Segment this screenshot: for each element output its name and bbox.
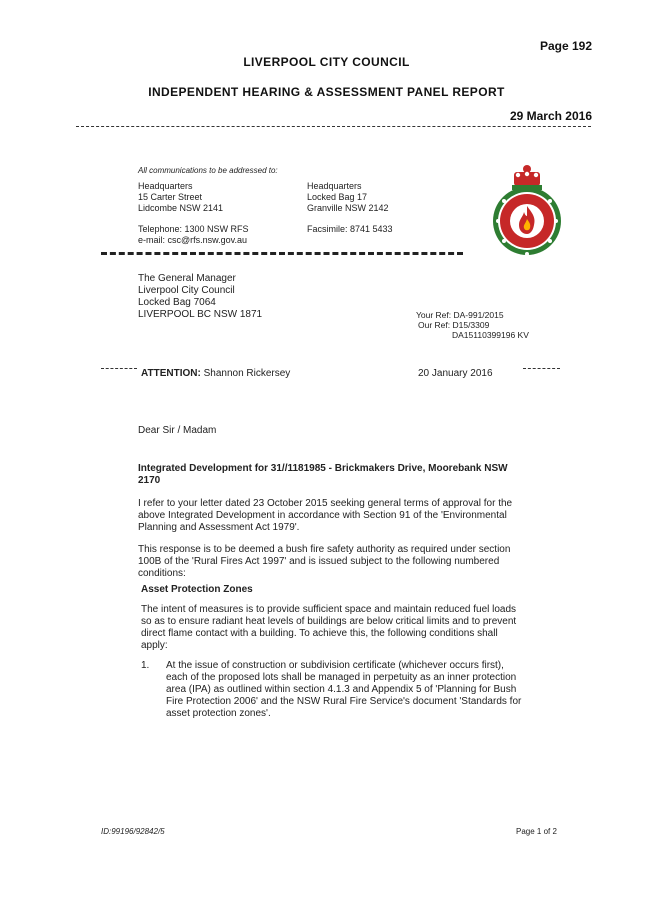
attention-line <box>141 368 290 379</box>
communications-note: All communications to be addressed to: <box>138 166 278 175</box>
our-ref-2: DA15110399196 KV <box>452 330 529 340</box>
header-divider <box>76 126 591 127</box>
address-line: Lidcombe NSW 2141 <box>138 203 224 213</box>
recipient-line: Locked Bag 7064 <box>138 297 216 308</box>
attention-name: Shannon Rickersey <box>203 368 291 379</box>
section-intro: The intent of measures is to provide sufficient space and maintain reduced fuel loads so as to ensure radiant heat levels of buildings are below critical limits and to prevent direct flame contact with a building. To achieve this, the following conditions shall apply: <box>141 604 517 651</box>
recipient-line: The General Manager <box>138 273 236 284</box>
crown-icon <box>512 165 542 190</box>
recipient-address <box>138 273 262 321</box>
rfs-logo-icon <box>484 161 570 257</box>
report-date: 29 March 2016 <box>509 109 592 123</box>
our-ref: Our Ref: D15/3309 <box>418 320 490 330</box>
your-ref: Your Ref: DA-991/2015 <box>416 310 504 320</box>
contact-details <box>138 224 249 246</box>
letter-subject: Integrated Development for 31//1181985 - Brickmakers Drive, Moorebank NSW 2170 <box>138 463 508 486</box>
item-number: 1. <box>141 660 150 671</box>
report-title: INDEPENDENT HEARING & ASSESSMENT PANEL REPORT <box>148 85 505 99</box>
council-name: LIVERPOOL CITY COUNCIL <box>243 55 410 69</box>
letter-date: 20 January 2016 <box>418 368 493 379</box>
salutation: Dear Sir / Madam <box>138 425 217 436</box>
document-id: ID:99196/92842/5 <box>101 827 165 836</box>
address-line: Headquarters <box>307 181 362 191</box>
recipient-line: LIVERPOOL BC NSW 1871 <box>138 309 263 320</box>
letter-page-number: Page 1 of 2 <box>516 827 557 836</box>
recipient-line: Liverpool City Council <box>138 285 235 296</box>
address-line: Headquarters <box>138 181 193 191</box>
address-line: 15 Carter Street <box>138 192 203 202</box>
attention-left-rule <box>101 368 137 369</box>
page-number: Page 192 <box>539 39 592 53</box>
address-line: Granville NSW 2142 <box>307 203 389 213</box>
section-heading: Asset Protection Zones <box>141 584 253 595</box>
condition-item: At the issue of construction or subdivision certificate (whichever occurs first), each of the proposed lots shall be managed in perpetuity as an inner protection area (IPA) as outlined within section 4.1.3 and Appendix 5 of 'Planning for Bush Fire Protection 2006' and the NSW Rural Fire Service's document 'Standards for asset protection zones'. <box>166 660 522 719</box>
attention-label: ATTENTION: <box>141 368 201 379</box>
telephone: Telephone: 1300 NSW RFS <box>138 224 249 234</box>
paragraph-1: I refer to your letter dated 23 October 2015 seeking general terms of approval for the above Integrated Development in accordance with Section 91 of the 'Environmental Planning and Assessment Act 1979'. <box>138 498 513 533</box>
left-address <box>138 181 223 214</box>
facsimile: Facsimile: 8741 5433 <box>307 224 393 234</box>
address-line: Locked Bag 17 <box>307 192 368 202</box>
paragraph-2: This response is to be deemed a bush fire safety authority as required under section 100B of the 'Rural Fires Act 1997' and is issued subject to the following numbered conditions: <box>138 544 511 579</box>
attention-right-rule <box>523 368 560 369</box>
right-address <box>307 181 389 214</box>
email: e-mail: csc@rfs.nsw.gov.au <box>138 235 248 245</box>
letterhead-divider <box>101 252 463 255</box>
